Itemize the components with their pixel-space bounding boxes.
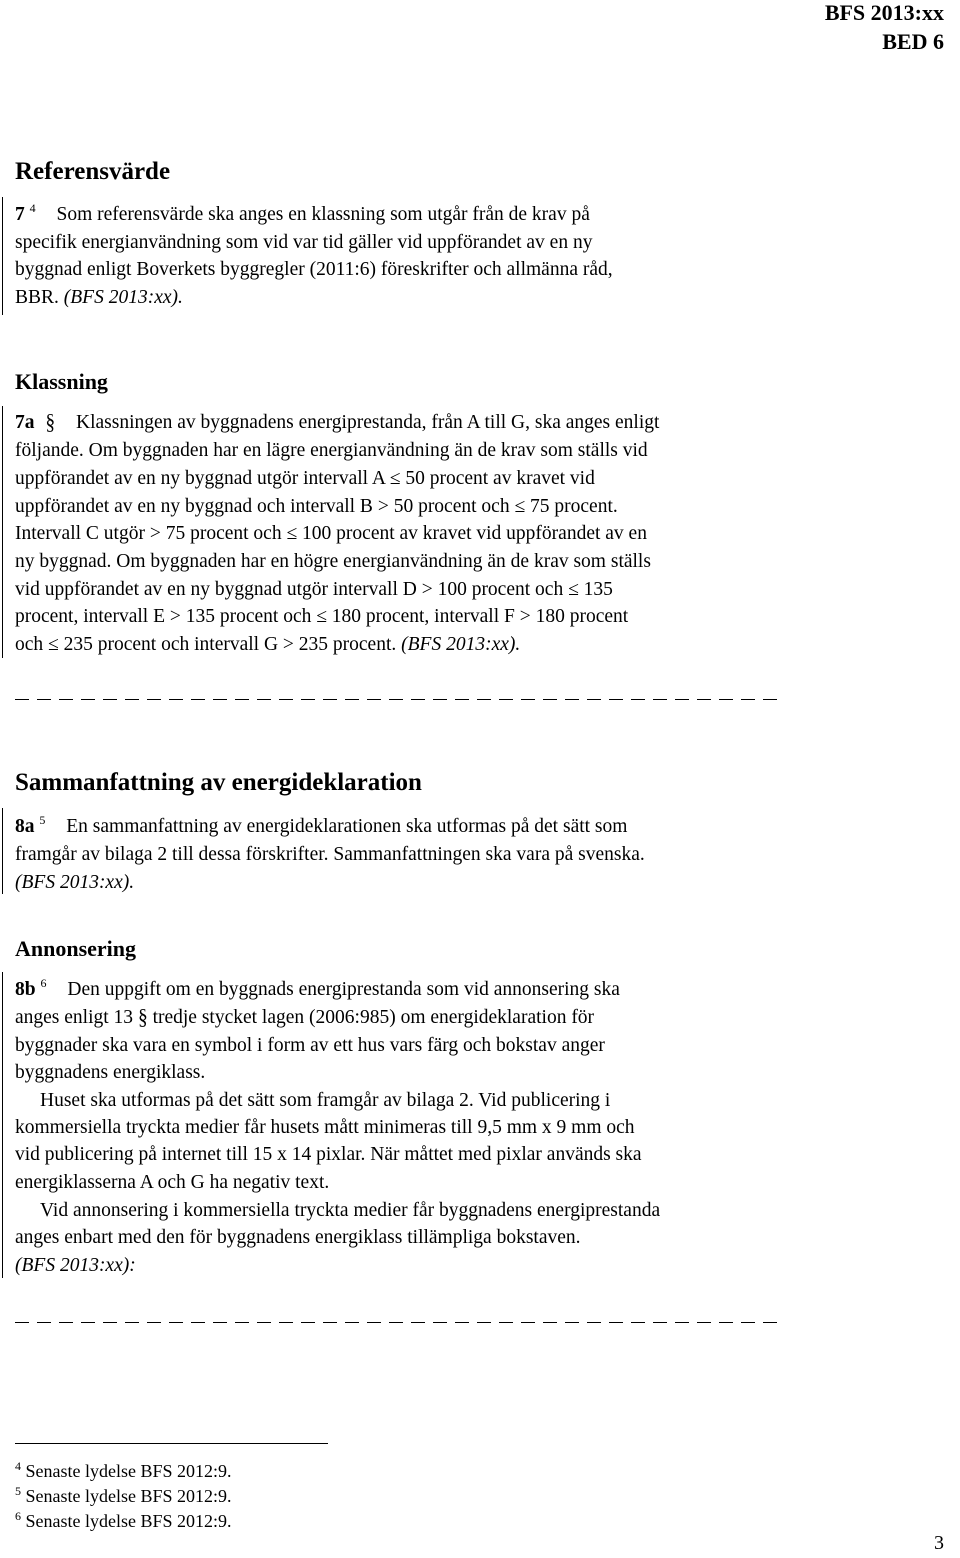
- paragraph-7-line-4: [15, 286, 183, 310]
- footnote-4: [15, 1460, 232, 1484]
- paragraph-8b-line-10: anges enbart med den för byggnadens energiklass tillämpliga bokstaven.: [15, 1227, 581, 1248]
- section-number: 8a: [15, 816, 35, 837]
- section-sign: §: [45, 410, 56, 435]
- page-number: 3: [934, 1532, 944, 1554]
- paragraph-8b-line-4: byggnadens energiklass.: [15, 1062, 206, 1083]
- paragraph-7a-line-4: uppförandet av en ny byggnad och intervall B > 50 procent och ≤ 75 procent.: [15, 496, 618, 517]
- footnote-number: 5: [15, 1484, 21, 1498]
- footnote-rule: [15, 1443, 328, 1444]
- change-bar: [2, 197, 3, 315]
- paragraph-7-line-2: specifik energianvändning som vid var tid gäller vid uppförandet av en ny: [15, 232, 593, 253]
- paragraph-7a-line-7: vid uppförandet av en ny byggnad utgör intervall D > 100 procent och ≤ 135: [15, 579, 613, 600]
- text: tredje stycket lagen (2006:985) om energideklaration för: [152, 1007, 595, 1028]
- paragraph-8b-line-3: byggnader ska vara en symbol i form av ett hus vars färg och bokstav anger: [15, 1035, 605, 1056]
- paragraph-8b-line-8: energiklasserna A och G ha negativ text.: [15, 1172, 330, 1193]
- text: BBR.: [15, 287, 59, 308]
- text: Den uppgift om en byggnads energiprestanda som vid annonsering ska: [67, 979, 620, 1000]
- paragraph-8a-citation: (BFS 2013:xx).: [15, 872, 135, 893]
- heading-annonsering: Annonsering: [15, 936, 137, 961]
- footnote-5: [15, 1485, 232, 1509]
- paragraph-8b-line-1: [15, 978, 620, 1003]
- text: Klassningen av byggnadens energiprestanda, från A till G, ska anges enligt: [76, 412, 660, 433]
- citation: (BFS 2013:xx).: [63, 287, 183, 308]
- section-sign: §: [137, 1005, 148, 1030]
- paragraph-8a-line-1: [15, 815, 627, 840]
- paragraph-7a-line-3: uppförandet av en ny byggnad utgör intervall A ≤ 50 procent av kravet vid: [15, 468, 595, 489]
- paragraph-7a-line-1: [15, 411, 659, 435]
- heading-klassning: Klassning: [15, 369, 108, 394]
- text: och ≤ 235 procent och intervall G > 235 procent.: [15, 634, 397, 655]
- footnote-number: 4: [15, 1459, 21, 1473]
- paragraph-8b-citation: (BFS 2013:xx):: [15, 1255, 136, 1276]
- paragraph-7a-line-9: [15, 633, 520, 657]
- paragraph-7a-line-6: ny byggnad. Om byggnaden har en högre energianvändning än de krav som ställs: [15, 551, 651, 572]
- section-number: 7a: [15, 412, 35, 433]
- dashed-separator: [15, 699, 785, 700]
- footnote-text: Senaste lydelse BFS 2012:9.: [25, 1486, 232, 1506]
- change-bar: [2, 972, 3, 1278]
- paragraph-8b-line-9: Vid annonsering i kommersiella tryckta medier får byggnadens energiprestanda: [40, 1200, 661, 1221]
- footnote-ref: 4: [29, 201, 36, 215]
- section-number: 8b: [15, 979, 36, 1000]
- footnote-6: [15, 1510, 232, 1534]
- footnote-number: 6: [15, 1509, 21, 1523]
- paragraph-7a-line-5: Intervall C utgör > 75 procent och ≤ 100 procent av kravet vid uppförandet av en: [15, 523, 647, 544]
- footnote-text: Senaste lydelse BFS 2012:9.: [25, 1511, 232, 1531]
- paragraph-8b-line-7: vid publicering på internet till 15 x 14 pixlar. När måttet med pixlar används ska: [15, 1144, 642, 1165]
- paragraph-7a-line-8: procent, intervall E > 135 procent och ≤ 180 procent, intervall F > 180 procent: [15, 606, 629, 627]
- change-bar: [2, 406, 3, 658]
- section-number: 7: [15, 204, 25, 225]
- paragraph-8b-line-5: Huset ska utformas på det sätt som framgår av bilaga 2. Vid publicering i: [40, 1090, 611, 1111]
- change-bar: [2, 808, 3, 894]
- footnote-ref: 5: [39, 813, 46, 827]
- text: Som referensvärde ska anges en klassning som utgår från de krav på: [56, 204, 590, 225]
- dashed-separator: [15, 1322, 785, 1323]
- paragraph-8b-line-2: [15, 1006, 594, 1030]
- heading-sammanfattning: Sammanfattning av energideklaration: [15, 769, 422, 796]
- paragraph-8b-line-6: kommersiella tryckta medier får husets mått minimeras till 9,5 mm x 9 mm och: [15, 1117, 635, 1138]
- document-code: BFS 2013:xx: [824, 0, 944, 25]
- paragraph-8a-line-2: framgår av bilaga 2 till dessa förskrifter. Sammanfattningen ska vara på svenska.: [15, 844, 645, 865]
- heading-referensvarde: Referensvärde: [15, 158, 171, 185]
- footnote-text: Senaste lydelse BFS 2012:9.: [25, 1461, 232, 1481]
- paragraph-7a-line-2: följande. Om byggnaden har en lägre energianvändning än de krav som ställs vid: [15, 440, 648, 461]
- footnote-ref: 6: [40, 976, 47, 990]
- citation: (BFS 2013:xx).: [401, 634, 521, 655]
- paragraph-7-line-3: byggnad enligt Boverkets byggregler (2011:6) föreskrifter och allmänna råd,: [15, 259, 613, 280]
- text: anges enligt 13: [15, 1007, 134, 1028]
- paragraph-7-line-1: [15, 203, 590, 228]
- document-sub-code: BED 6: [882, 29, 944, 54]
- text: En sammanfattning av energideklarationen ska utformas på det sätt som: [66, 816, 628, 837]
